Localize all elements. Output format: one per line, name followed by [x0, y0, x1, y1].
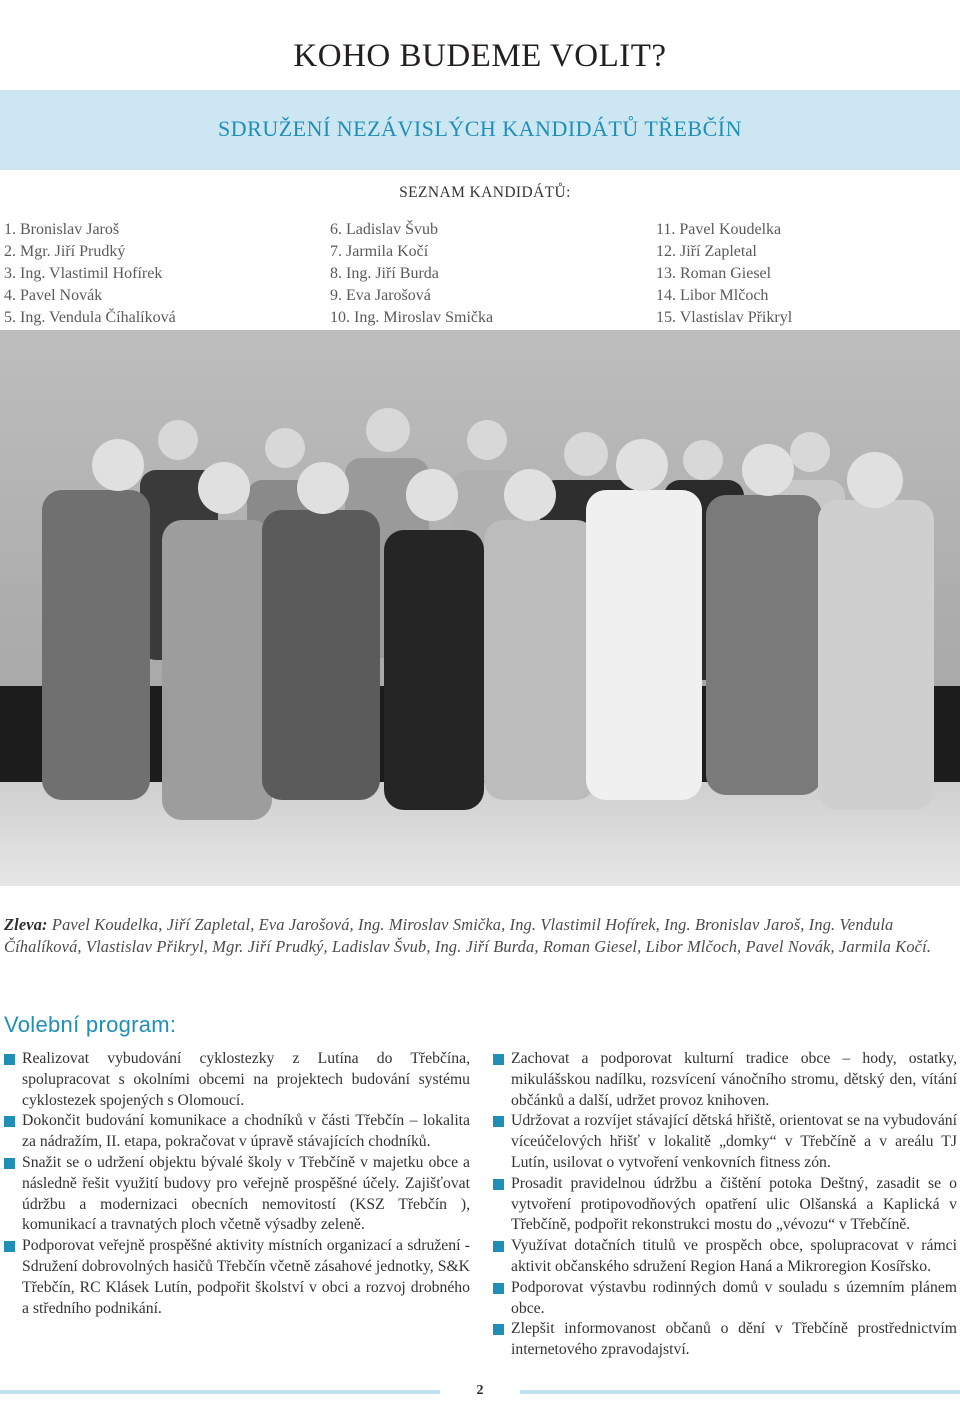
candidate-item: 10. Ing. Miroslav Smička — [330, 309, 494, 326]
candidate-item: 2. Mgr. Jiří Prudký — [4, 243, 126, 260]
subtitle-band — [0, 90, 960, 170]
program-item: Prosadit pravidelnou údržbu a čištění potoka Deštný, zasadit se o vytvoření protipovodňových opatření ulic Olšanská a Kaplická v Třebčíně, podpořit rekonstrukci mostu do „vévozu“ v Třebčíně. — [493, 1174, 957, 1236]
program-item: Podporovat výstavbu rodinných domů v souladu s územním plánem obce. — [493, 1278, 957, 1320]
page-number: 2 — [476, 1383, 484, 1398]
candidate-item: 7. Jarmila Kočí — [330, 243, 429, 260]
candidate-item: 1. Bronislav Jaroš — [4, 221, 120, 238]
candidate-item: 3. Ing. Vlastimil Hofírek — [4, 265, 163, 282]
program-column-left — [4, 1049, 470, 1319]
candidate-item: 9. Eva Jarošová — [330, 287, 431, 304]
square-bullet-icon — [4, 1241, 15, 1252]
candidate-list-heading: SEZNAM KANDIDÁTŮ: — [399, 184, 571, 201]
program-item: Realizovat vybudování cyklostezky z Lutína do Třebčína, spolupracovat s okolními obcemi na projektech budování systému cyklostezek spojených s Olomoucí. — [4, 1049, 470, 1111]
program-item: Dokončit budování komunikace a chodníků v části Třebčín – lokalita za nádražím, II. etapa, pokračovat v úpravě stávajících chodníků. — [4, 1111, 470, 1153]
square-bullet-icon — [493, 1324, 504, 1335]
candidate-item: 12. Jiří Zapletal — [656, 243, 757, 260]
photo-caption — [4, 914, 954, 958]
caption-text: Pavel Koudelka, Jiří Zapletal, Eva Jarošová, Ing. Miroslav Smička, Ing. Vlastimil Hofírek, Ing. Bronislav Jaroš, Ing. Vendula Číhalíková, Vlastislav Přikryl, Mgr. Jiří Prudký, Ladislav Švub, Ing. Jiří Burda, Roman Giesel, Libor Mlčoch, Pavel Novák, Jarmila Kočí. — [4, 915, 932, 956]
program-item: Podporovat veřejně prospěšné aktivity místních organizací a sdružení - Sdružení dobrovolných hasičů Třebčín včetně zásahové jednotky, S&K Třebčín, RC Klásek Lutín, podpořit školství v obci a rozvoj drobného a středního podnikání. — [4, 1236, 470, 1319]
association-name: SDRUŽENÍ NEZÁVISLÝCH KANDIDÁTŮ TŘEBČÍN — [218, 116, 742, 141]
candidate-item: 15. Vlastislav Přikryl — [656, 309, 793, 326]
candidate-column-2 — [330, 219, 493, 329]
program-item: Zachovat a podporovat kulturní tradice obce – hody, ostatky, mikulášskou nadílku, rozsvícení vánočního stromu, dětský den, vítání občánků a další, udržet provoz knihoven. — [493, 1049, 957, 1111]
square-bullet-icon — [4, 1116, 15, 1127]
candidate-column-3 — [656, 219, 792, 329]
candidate-item: 11. Pavel Koudelka — [656, 221, 782, 238]
candidate-item: 6. Ladislav Švub — [330, 221, 438, 238]
page-title: KOHO BUDEME VOLIT? — [293, 38, 667, 74]
square-bullet-icon — [4, 1054, 15, 1065]
program-item: Udržovat a rozvíjet stávající dětská hřiště, orientovat se na vybudování víceúčelových hřišť v lokalitě „domky“ v Třebčíně a v areálu TJ Lutín, usilovat o vytvoření venkovních fitness zón. — [493, 1111, 957, 1173]
program-item: Snažit se o udržení objektu bývalé školy v Třebčíně v majetku obce a následně řešit využití budovy pro veřejně prospěšné účely. Zajišťovat údržbu a modernizaci obecních nemovitostí (KSZ Třebčín ), komunikací a travnatých ploch včetně výsadby zeleně. — [4, 1153, 470, 1236]
program-heading: Volební program: — [4, 1012, 177, 1037]
group-photo — [0, 330, 960, 886]
candidate-item: 5. Ing. Vendula Číhalíková — [4, 309, 176, 326]
candidate-item: 8. Ing. Jiří Burda — [330, 265, 439, 282]
caption-lead: Zleva: — [4, 915, 48, 934]
candidate-column-1 — [4, 219, 176, 329]
square-bullet-icon — [493, 1116, 504, 1127]
candidate-item: 13. Roman Giesel — [656, 265, 772, 282]
footer-rule-right — [520, 1390, 960, 1394]
program-item: Využívat dotačních titulů ve prospěch obce, spolupracovat v rámci aktivit občanského sdružení Region Haná a Mikroregion Kosířsko. — [493, 1236, 957, 1278]
candidate-item: 14. Libor Mlčoch — [656, 287, 769, 304]
square-bullet-icon — [493, 1283, 504, 1294]
program-item: Zlepšit informovanost občanů o dění v Třebčíně prostřednictvím internetového zpravodajství. — [493, 1319, 957, 1361]
square-bullet-icon — [4, 1158, 15, 1169]
square-bullet-icon — [493, 1241, 504, 1252]
footer-rule-left — [0, 1390, 440, 1394]
square-bullet-icon — [493, 1054, 504, 1065]
program-column-right — [493, 1049, 957, 1361]
square-bullet-icon — [493, 1179, 504, 1190]
candidate-item: 4. Pavel Novák — [4, 287, 103, 304]
